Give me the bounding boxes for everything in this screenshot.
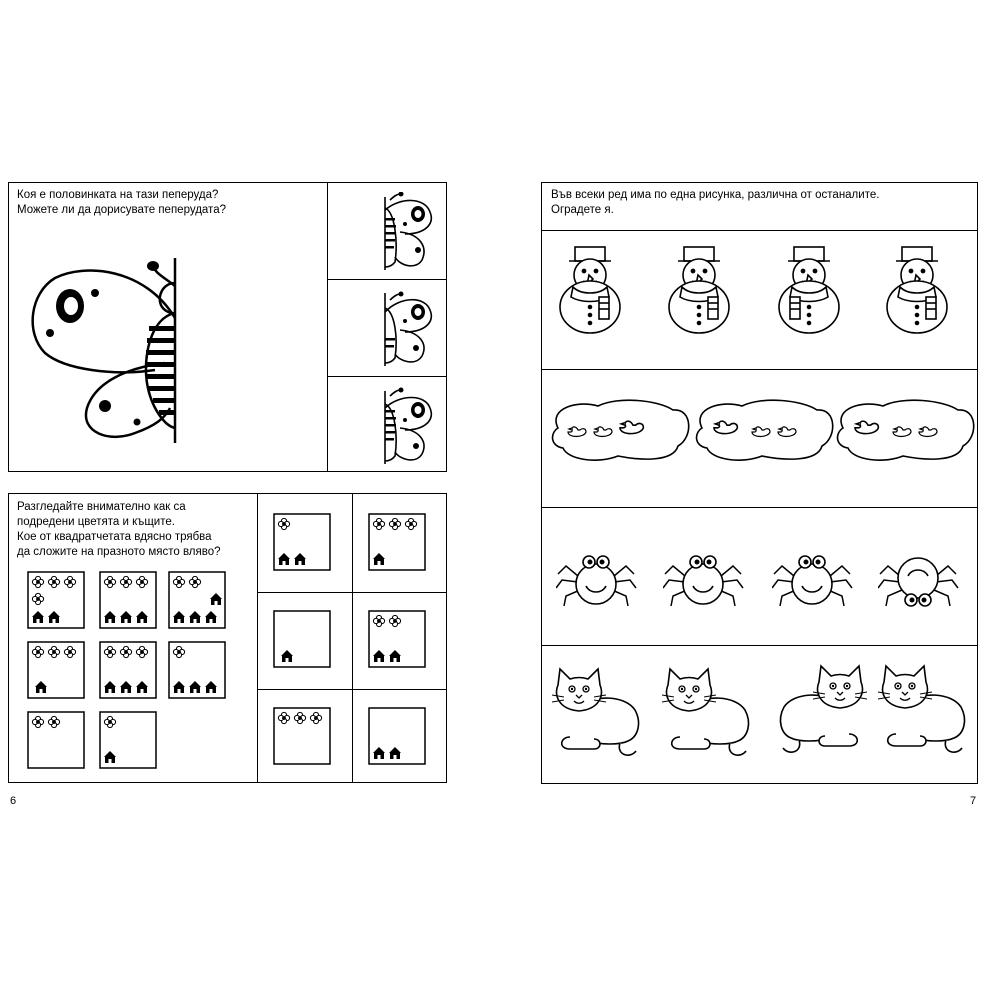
duck-icon xyxy=(620,421,643,434)
row-divider xyxy=(541,369,978,370)
instruction-line: да сложите на празното място вляво? xyxy=(17,546,221,558)
duck-icon xyxy=(778,427,796,437)
pattern-square xyxy=(99,641,159,701)
row-divider xyxy=(541,645,978,646)
pattern-square xyxy=(368,707,428,767)
cat-figure xyxy=(773,662,871,760)
instruction-line: Коя е половинката на тази пеперуда? xyxy=(17,189,219,201)
spider-figure xyxy=(772,540,854,610)
instruction-line: Във всеки ред има по една рисунка, различна от останалите. xyxy=(551,189,880,201)
duck-pond xyxy=(692,398,834,464)
page-number: 6 xyxy=(10,795,17,807)
pattern-square xyxy=(27,571,87,631)
duck-icon xyxy=(568,427,586,437)
snowman-figure xyxy=(553,245,629,337)
spider-figure xyxy=(556,540,638,610)
pattern-square xyxy=(99,571,159,631)
row-divider xyxy=(541,507,978,508)
instruction-line: Можете ли да дорисувате пеперудата? xyxy=(17,204,226,216)
snowman-figure xyxy=(662,245,738,337)
duck-icon xyxy=(893,427,911,437)
duck-icon xyxy=(855,421,878,434)
duck-pond xyxy=(833,398,975,464)
cat-figure xyxy=(550,665,648,763)
pattern-square xyxy=(273,707,333,767)
small-half-butterfly-icon xyxy=(380,288,440,368)
spider-figure xyxy=(878,540,960,610)
duck-icon xyxy=(752,427,770,437)
butterfly-task-instruction xyxy=(17,188,226,218)
cat-figure xyxy=(876,662,974,760)
page-number: 7 xyxy=(970,795,977,807)
pattern-square xyxy=(168,571,228,631)
pattern-square xyxy=(168,641,228,701)
duck-icon xyxy=(919,427,937,437)
small-half-butterfly-icon xyxy=(380,386,440,466)
pattern-square xyxy=(368,513,428,573)
snowman-figure xyxy=(880,245,956,337)
instruction-line: Разгледайте внимателно как са xyxy=(17,501,186,513)
grid-task-instruction xyxy=(17,500,221,560)
pattern-square xyxy=(27,711,87,771)
small-half-butterfly-icon xyxy=(380,192,440,272)
pattern-square xyxy=(99,711,159,771)
odd-one-out-instruction xyxy=(551,188,879,218)
spider-figure xyxy=(663,540,745,610)
duck-icon xyxy=(714,421,737,434)
pattern-square xyxy=(273,610,333,670)
pattern-square xyxy=(273,513,333,573)
row-divider xyxy=(541,230,978,231)
pattern-square xyxy=(368,610,428,670)
instruction-line: подредени цветята и къщите. xyxy=(17,516,175,528)
cat-figure xyxy=(660,665,758,763)
snowman-figure xyxy=(772,245,848,337)
instruction-line: Оградете я. xyxy=(551,204,614,216)
instruction-line: Кое от квадратчетата вдясно трябва xyxy=(17,531,212,543)
duck-icon xyxy=(594,427,612,437)
half-butterfly-illustration xyxy=(25,258,195,448)
duck-pond xyxy=(548,398,690,464)
pattern-square xyxy=(27,641,87,701)
